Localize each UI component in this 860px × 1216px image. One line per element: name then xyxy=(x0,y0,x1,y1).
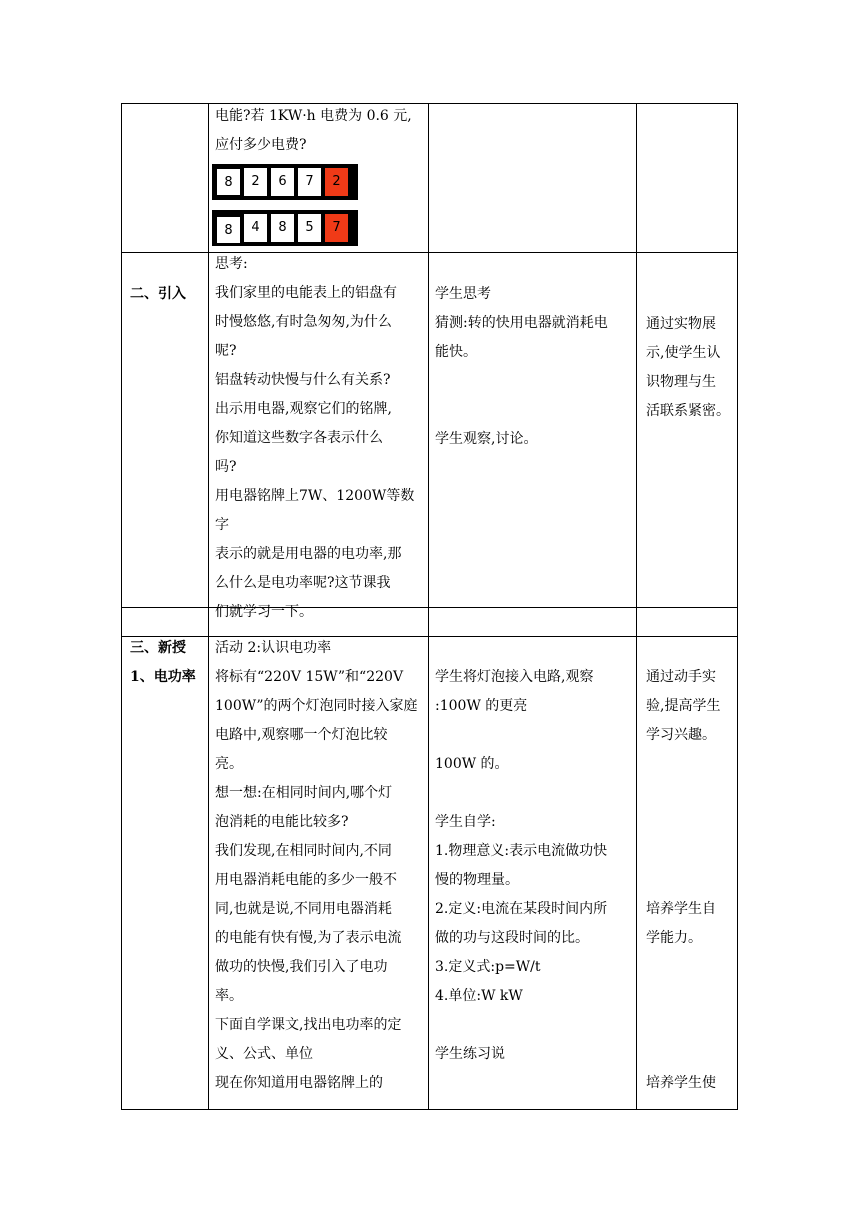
text-line: 通过实物展 xyxy=(646,316,716,332)
meter-digit: 8 xyxy=(217,169,240,195)
text-line: 学生练习说 xyxy=(435,1046,505,1062)
text-line: 泡消耗的电能比较多? xyxy=(215,814,349,830)
row-intro-design-cell xyxy=(646,310,738,426)
text-line: 培养学生使 xyxy=(646,1075,716,1091)
row-new-student-cell xyxy=(435,663,635,1069)
text-line: 现在你知道用电器铭牌上的 xyxy=(215,1075,383,1091)
text-line: 学生自学: xyxy=(435,814,496,830)
text-line: 能快。 xyxy=(435,344,477,360)
text-line: 思考: xyxy=(215,256,248,272)
text-line: 100W 的。 xyxy=(435,756,509,772)
text-line: 猜测:转的快用电器就消耗电 xyxy=(435,315,608,331)
text-line: 应付多少电费? xyxy=(215,137,307,153)
text-line: 1、电功率 xyxy=(130,669,196,685)
text-line: 学生将灯泡接入电路,观察 xyxy=(435,669,594,685)
text-line: 率。 xyxy=(215,988,243,1004)
text-line: 我们家里的电能表上的铝盘有 xyxy=(215,285,397,301)
text-line: 2.定义:电流在某段时间内所 xyxy=(435,901,608,917)
row-intro-student-cell xyxy=(435,280,635,454)
text-line: 3.定义式:p=W/t xyxy=(435,959,541,975)
text-line: 电能?若 1KW·h 电费为 0.6 元, xyxy=(215,108,412,124)
text-line: 学生观察,讨论。 xyxy=(435,431,538,447)
text-line: 学能力。 xyxy=(646,930,702,946)
text-line: 义、公式、单位 xyxy=(215,1046,313,1062)
meter-digit: 2 xyxy=(244,168,267,196)
meter-digit-red: 7 xyxy=(325,214,348,242)
row-intro-teacher-cell xyxy=(215,250,427,627)
text-line: 表示的就是用电器的电功率,那 xyxy=(215,546,402,562)
text-line: 将标有“220V 15W”和“220V xyxy=(215,669,404,685)
electric-meter-reading-2 xyxy=(212,210,358,246)
text-line: 下面自学课文,找出电功率的定 xyxy=(215,1017,402,1033)
text-line: 学生思考 xyxy=(435,286,491,302)
electric-meter-reading-1 xyxy=(212,164,358,200)
text-line: 出示用电器,观察它们的铭牌, xyxy=(215,401,392,417)
text-line: 做功的快慢,我们引入了电功 xyxy=(215,959,388,975)
text-line: 么什么是电功率呢?这节课我 xyxy=(215,575,391,591)
text-line: 做的功与这段时间的比。 xyxy=(435,930,589,946)
row-new-teacher-cell xyxy=(215,634,427,1098)
text-line: 慢的物理量。 xyxy=(435,872,519,888)
text-line: 想一想:在相同时间内,哪个灯 xyxy=(215,785,393,801)
text-line: 4.单位:W kW xyxy=(435,988,523,1004)
text-line: 亮。 xyxy=(215,756,243,772)
text-line: 100W”的两个灯泡同时接入家庭 xyxy=(215,698,418,714)
text-line: 吗? xyxy=(215,459,237,475)
text-line: 呢? xyxy=(215,343,237,359)
text-line: 们就学习一下。 xyxy=(215,604,313,620)
meter-digit: 8 xyxy=(271,214,294,242)
section-new-label xyxy=(130,634,196,692)
text-line: 三、新授 xyxy=(130,640,186,656)
meter-digit: 7 xyxy=(298,168,321,196)
section-intro-label: 二、引入 xyxy=(130,286,186,302)
text-line: 时慢悠悠,有时急匆匆,为什么 xyxy=(215,314,392,330)
text-line: 活动 2:认识电功率 xyxy=(215,640,332,656)
text-line: 示,使学生认 xyxy=(646,345,721,361)
text-line: 我们发现,在相同时间内,不同 xyxy=(215,843,392,859)
text-line: 的电能有快有慢,为了表示电流 xyxy=(215,930,402,946)
text-line: 活联系紧密。 xyxy=(646,403,730,419)
text-line: 验,提高学生 xyxy=(646,698,721,714)
text-line: 1.物理意义:表示电流做功快 xyxy=(435,843,608,859)
meter-digit: 8 xyxy=(217,217,240,243)
text-line: 你知道这些数字各表示什么 xyxy=(215,430,383,446)
text-line: 同,也就是说,不同用电器消耗 xyxy=(215,901,392,917)
text-line: 培养学生自 xyxy=(646,901,716,917)
text-line: :100W 的更亮 xyxy=(435,698,528,714)
row-new-design-cell xyxy=(646,663,738,1098)
text-line: 学习兴趣。 xyxy=(646,727,716,743)
text-line: 用电器铭牌上7W、1200W等数字 xyxy=(215,488,415,533)
meter-digit-red: 2 xyxy=(325,168,348,196)
row-top-teacher-cell xyxy=(215,102,425,160)
text-line: 识物理与生 xyxy=(646,374,716,390)
text-line: 铝盘转动快慢与什么有关系? xyxy=(215,372,391,388)
lesson-plan-table xyxy=(121,103,738,1110)
meter-digit: 5 xyxy=(298,214,321,242)
meter-digit: 6 xyxy=(271,168,294,196)
text-line: 用电器消耗电能的多少一般不 xyxy=(215,872,397,888)
text-line: 通过动手实 xyxy=(646,669,716,685)
meter-digit: 4 xyxy=(244,214,267,242)
text-line: 电路中,观察哪一个灯泡比较 xyxy=(215,727,388,743)
